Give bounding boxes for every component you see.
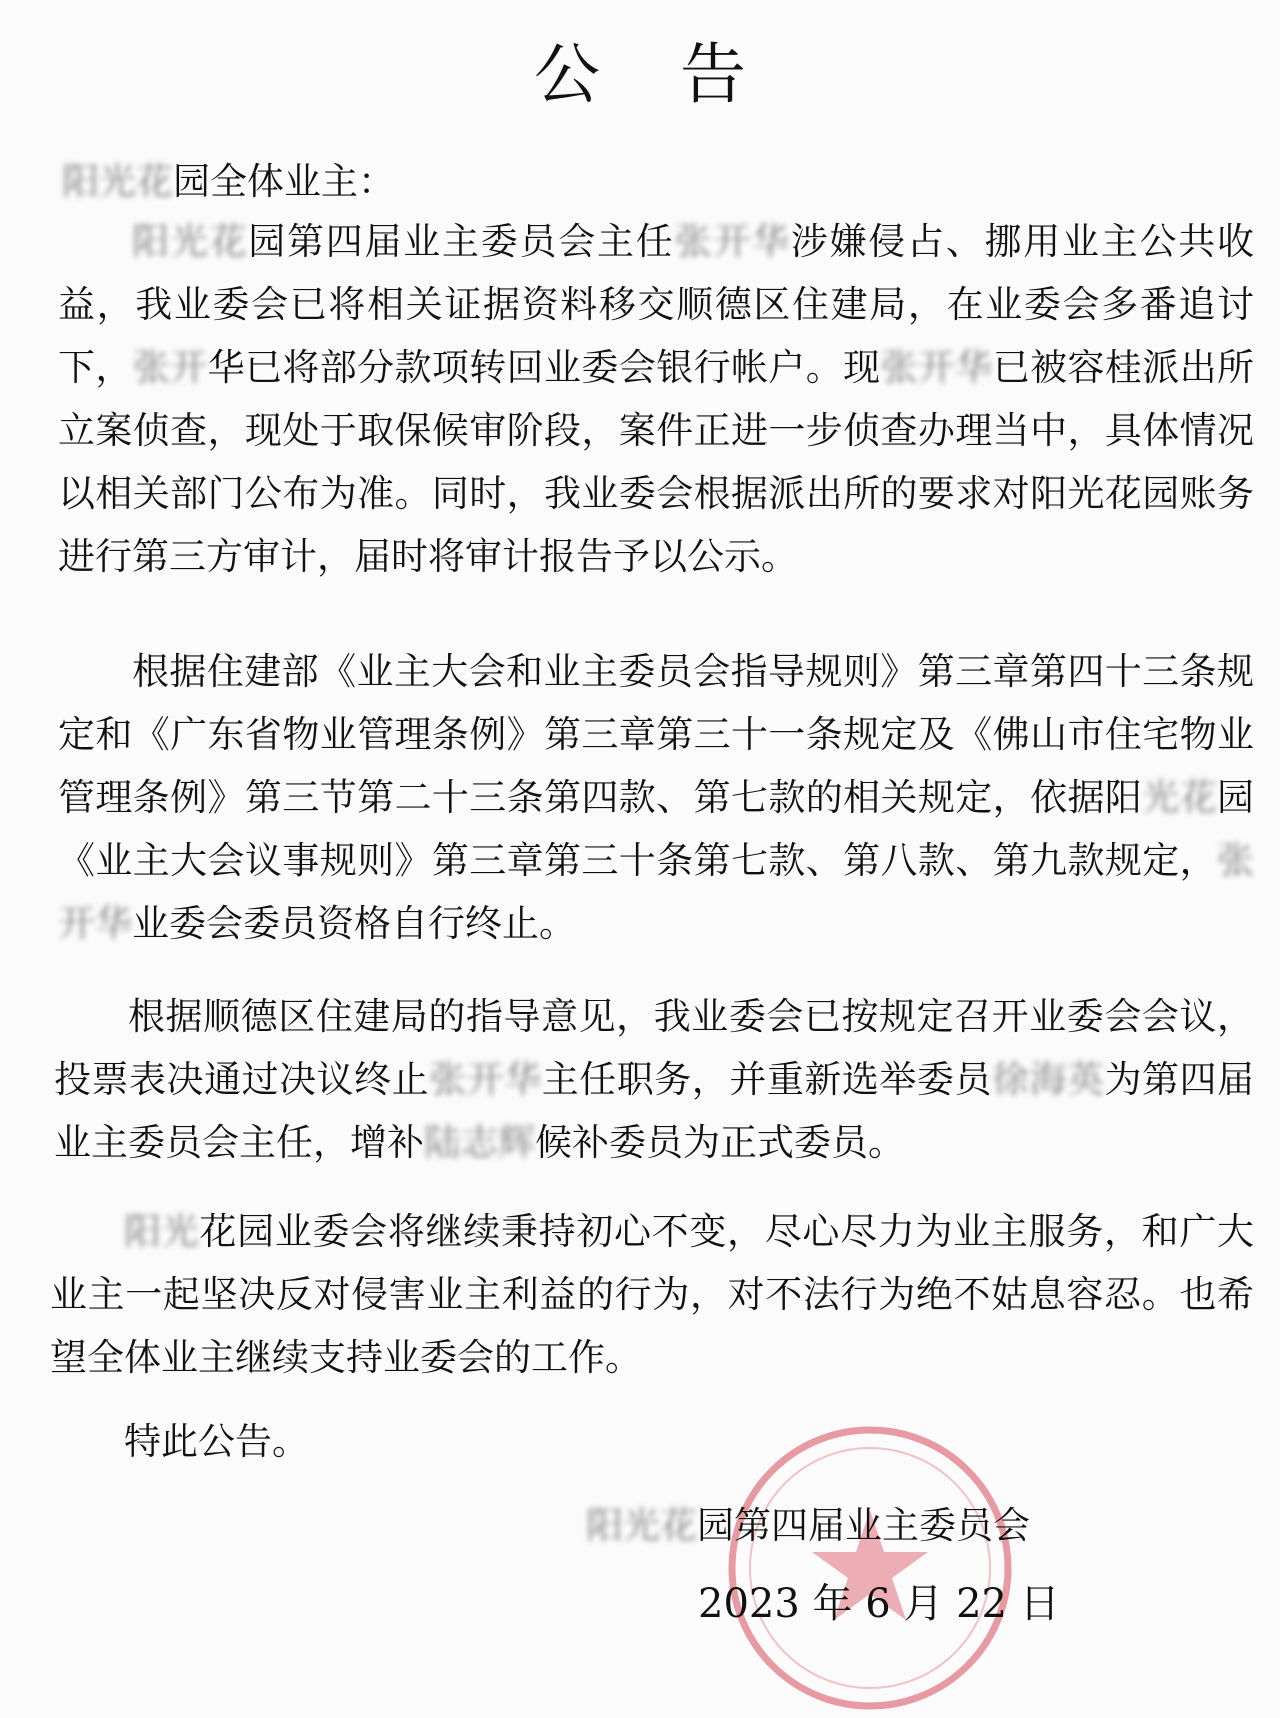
notice-title: 公告 bbox=[534, 36, 826, 113]
salutation-text: 园全体业主： bbox=[173, 160, 395, 203]
signer-text: 园第四届业主委员会 bbox=[697, 1504, 1030, 1547]
paragraph-text: 园《业主大会议事规则》第三章第三十条第七款、第八款、第九款规定， bbox=[58, 776, 1255, 882]
redacted-text: 张开华 bbox=[429, 1058, 542, 1101]
notice-date: 2023 年 6 月 22 日 bbox=[698, 1581, 1060, 1627]
signer bbox=[586, 1496, 1030, 1556]
redacted-text: 陆志辉 bbox=[424, 1121, 535, 1164]
paragraph-text: 根据住建部《业主大会和业主委员会指导规则》第三章第四十三条规定和《广东省物业管理条例》第三章第三十一条规定及《佛山市住宅物业管理条例》第三节第二十三条第四款、第七款的相关规定，依据阳 bbox=[58, 650, 1254, 819]
paragraph-text: 涉嫌侵占、挪用业主公共收益，我业委会已将相关证据资料移交顺德区住建局，在业委会多番追讨下， bbox=[58, 220, 1254, 389]
redacted-text: 阳光花 bbox=[62, 160, 173, 203]
redacted-text: 张开华 bbox=[674, 220, 791, 263]
paragraph-1 bbox=[58, 210, 1254, 588]
redacted-text: 张开华 bbox=[880, 346, 993, 389]
paragraph-text: 园第四届业主委员会主任 bbox=[248, 220, 675, 263]
redacted-text: 光花 bbox=[1142, 776, 1218, 819]
paragraph-text: 为第四届业主委员会主任，增补 bbox=[54, 1058, 1255, 1164]
paragraph-4 bbox=[50, 1200, 1254, 1389]
redacted-text: 徐海英 bbox=[991, 1058, 1105, 1101]
paragraph-text: 华已将部分款项转回业委会银行帐户。现 bbox=[207, 346, 881, 389]
paragraph-text: 业委会委员资格自行终止。 bbox=[132, 902, 576, 945]
paragraph-text: 候补委员为正式委员。 bbox=[535, 1121, 905, 1164]
paragraph-text: 根据顺德区住建局的指导意见，我业委会已按规定召开业委会会议，投票表决通过决议终止 bbox=[54, 995, 1254, 1101]
paragraph-text: 主任职务，并重新选举委员 bbox=[541, 1058, 992, 1101]
redacted-text: 张开华 bbox=[58, 839, 1254, 945]
redacted-text: 阳光 bbox=[124, 1210, 200, 1253]
paragraph-text: 花园业委会将继续秉持初心不变，尽心尽力为业主服务，和广大业主一起坚决反对侵害业主利益的行为，对不法行为绝不姑息容忍。也希望全体业主继续支持业委会的工作。 bbox=[50, 1210, 1255, 1379]
redacted-text: 阳光花 bbox=[132, 220, 249, 263]
official-seal bbox=[720, 1418, 1020, 1718]
closing-line: 特此公告。 bbox=[124, 1420, 309, 1463]
paragraph-2 bbox=[58, 640, 1254, 955]
salutation bbox=[62, 152, 395, 212]
redacted-text: 张开 bbox=[132, 346, 208, 389]
paragraph-text: 已被容桂派出所立案侦查，现处于取保候审阶段，案件正进一步侦查办理当中，具体情况以相关部门公布为准。同时，我业委会根据派出所的要求对阳光花园账务进行第三方审计，届时将审计报告予以公示。 bbox=[58, 346, 1255, 578]
redacted-text: 阳光花 bbox=[586, 1504, 697, 1547]
paragraph-3 bbox=[54, 985, 1254, 1174]
